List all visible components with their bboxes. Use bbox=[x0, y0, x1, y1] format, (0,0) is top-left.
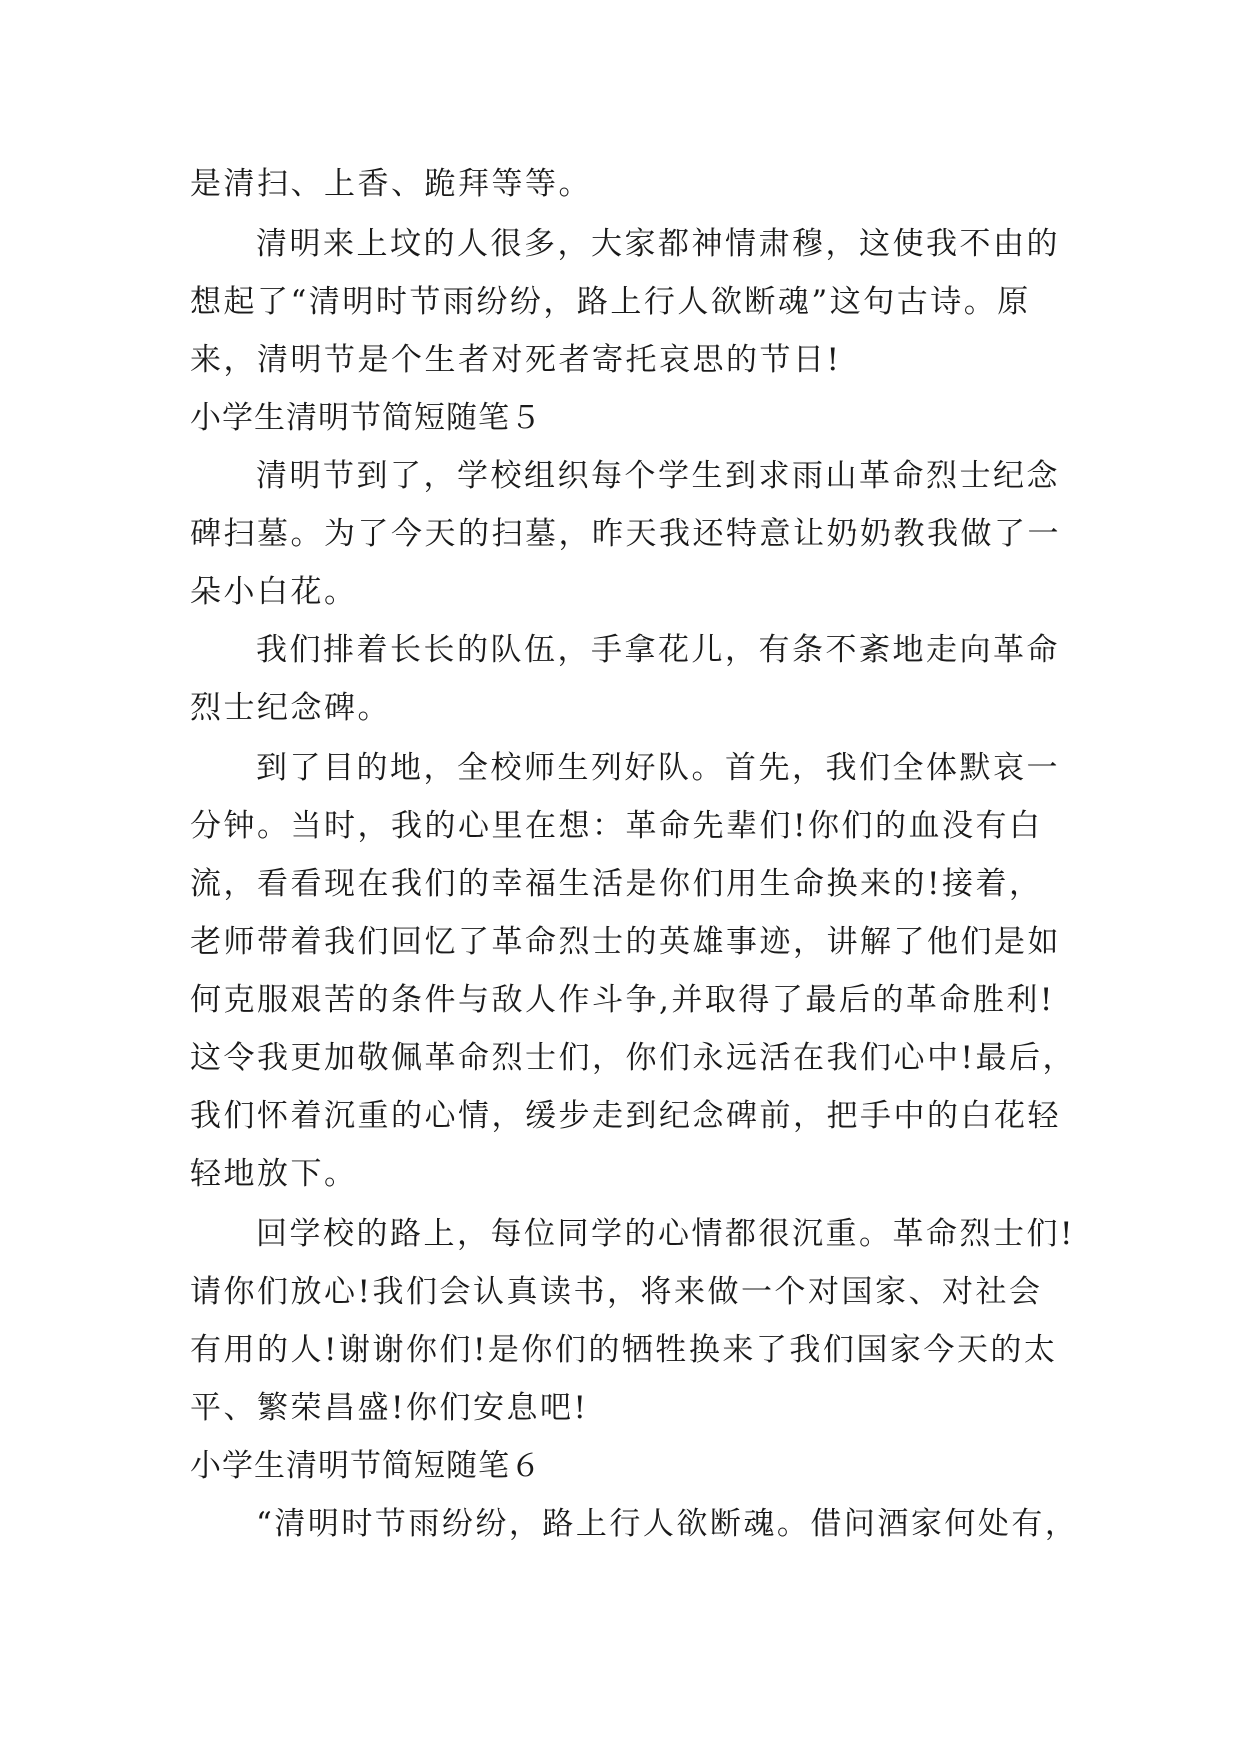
text-line: 我们怀着沉重的心情，缓步走到纪念碑前，把手中的白花轻 bbox=[190, 1098, 1061, 1134]
text-line: 想起了“清明时节雨纷纷，路上行人欲断魂”这句古诗。原 bbox=[190, 284, 1031, 320]
text-line: 请你们放心!我们会认真读书，将来做一个对国家、对社会 bbox=[190, 1274, 1043, 1310]
text-line: 平、繁荣昌盛!你们安息吧! bbox=[190, 1390, 589, 1426]
paragraph-first-line: 清明节到了，学校组织每个学生到求雨山革命烈士纪念 bbox=[256, 458, 1060, 494]
text-line: 有用的人!谢谢你们!是你们的牺牲换来了我们国家今天的太 bbox=[190, 1332, 1058, 1368]
text-line: 分钟。当时，我的心里在想：革命先辈们!你们的血没有白 bbox=[190, 808, 1043, 844]
text-line: 老师带着我们回忆了革命烈士的英雄事迹，讲解了他们是如 bbox=[190, 924, 1061, 960]
text-line: 朵小白花。 bbox=[190, 574, 358, 610]
text-line: 轻地放下。 bbox=[190, 1156, 358, 1192]
section-heading: 小学生清明节简短随笔６ bbox=[190, 1448, 542, 1484]
paragraph-first-line: “清明时节雨纷纷，路上行人欲断魂。借问酒家何处有， bbox=[256, 1506, 1079, 1542]
paragraph-first-line: 清明来上坟的人很多，大家都神情肃穆，这使我不由的 bbox=[256, 226, 1060, 262]
paragraph-first-line: 我们排着长长的队伍，手拿花儿，有条不紊地走向革命 bbox=[256, 632, 1060, 668]
text-line: 是清扫、上香、跪拜等等。 bbox=[190, 166, 592, 202]
text-line: 碑扫墓。为了今天的扫墓，昨天我还特意让奶奶教我做了一 bbox=[190, 516, 1061, 552]
text-line: 流，看看现在我们的幸福生活是你们用生命换来的!接着， bbox=[190, 866, 1043, 902]
text-line: 这令我更加敬佩革命烈士们，你们永远活在我们心中!最后， bbox=[190, 1040, 1076, 1076]
text-line: 烈士纪念碑。 bbox=[190, 690, 391, 726]
text-line: 何克服艰苦的条件与敌人作斗争,并取得了最后的革命胜利! bbox=[190, 982, 1055, 1018]
paragraph-first-line: 回学校的路上，每位同学的心情都很沉重。革命烈士们! bbox=[256, 1216, 1075, 1252]
paragraph-first-line: 到了目的地，全校师生列好队。首先，我们全体默哀一 bbox=[256, 750, 1060, 786]
section-heading: 小学生清明节简短随笔５ bbox=[190, 400, 542, 436]
text-line: 来，清明节是个生者对死者寄托哀思的节日! bbox=[190, 342, 842, 378]
